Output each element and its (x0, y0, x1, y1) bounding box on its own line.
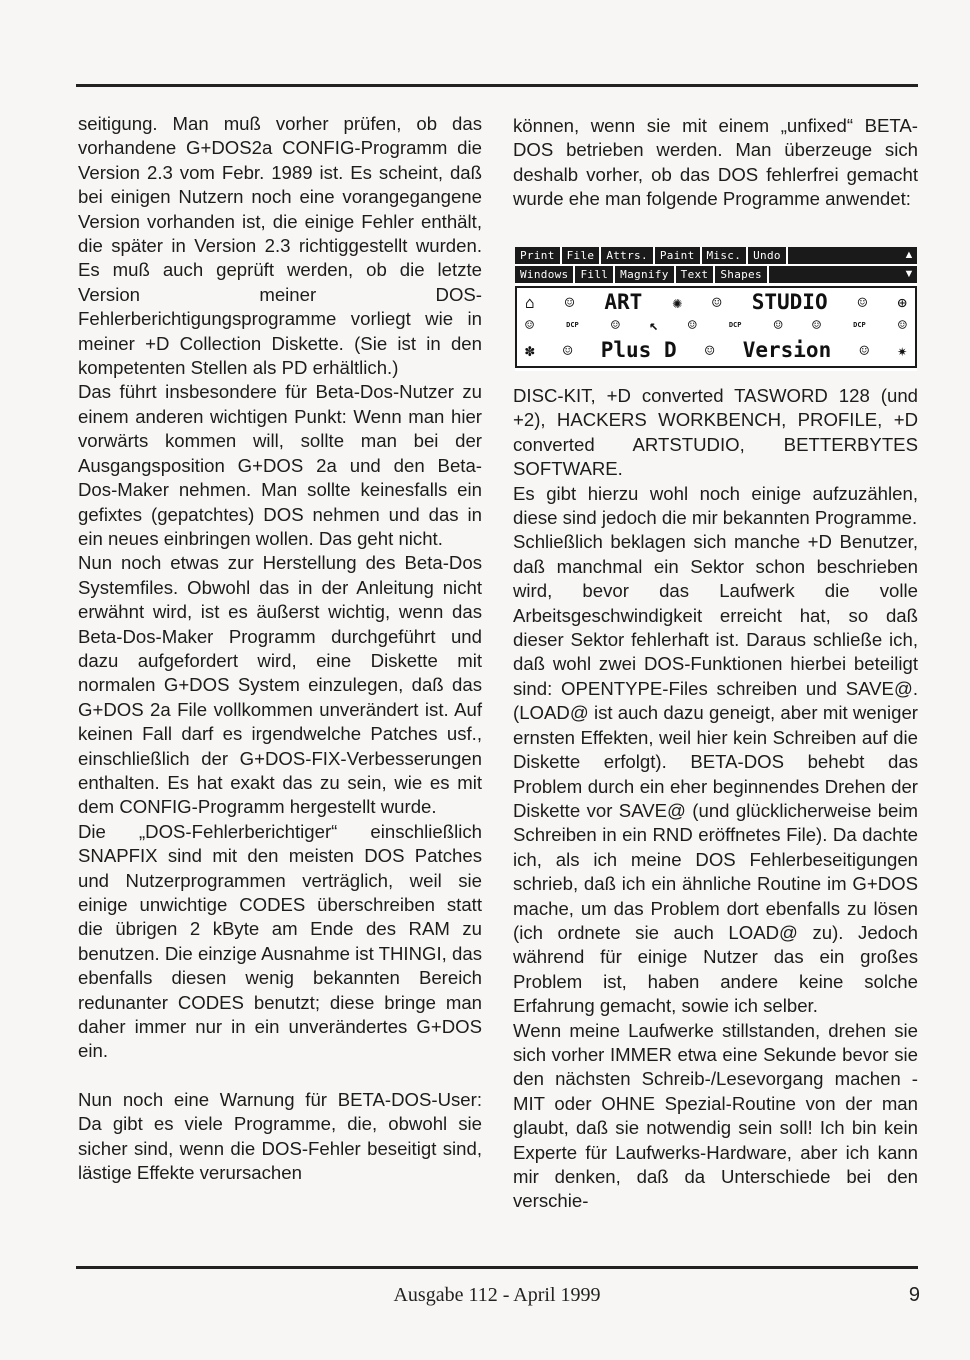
paragraph: seitigung. Man muß vorher prüfen, ob das vorhandene G+DOS2a CONFIG-Programm die Version 2.3 vom Febr. 1989 ist. Es scheint, daß bei einigen Nutzern noch eine vorangegangene Version vorhanden ist, die einige Fehler enthält, die später in Version 2.3 richtiggestellt wurden. Es muß auch geprüft werden, ob die letzte Version meiner DOS-Fehlerberichtigungsprogramme vorliegt wie in meiner +D Collection Diskette. (Sie ist in den kompetenten Stellen als PD erhältlich.) (78, 113, 482, 379)
menu-item-fill: Fill (575, 266, 615, 283)
smiley-icon: ☺ (712, 292, 722, 312)
title-panel (515, 286, 917, 368)
paragraph: Nun noch etwas zur Herstellung des Beta-Dos Systemfiles. Obwohl das in der Anleitung nicht erwähnt wird, ist es äußerst wichtig, wenn das Beta-Dos-Maker Programm durchgeführt und dazu aufgefordert wird, eine Diskette mit normalen G+DOS System einzulegen, daß das G+DOS 2a File vollkommen unverändert ist. Auf keinen Fall darf es irgendwelche Patches usf., einschließlich der G+DOS-FIX-Verbesserungen enthalten. Es hat exakt das zu sein, wie es mit dem CONFIG-Programm hergestellt wurde. (78, 552, 482, 818)
cursor-icon: ↖ (649, 316, 659, 334)
arrow-up-icon: ▲ (903, 249, 915, 261)
smiley-icon: ☺ (812, 316, 822, 334)
smiley-icon: ☺ (857, 292, 868, 312)
smiley-icon: ☺ (525, 316, 535, 334)
paragraph: Schließlich beklagen sich manche +D Benutzer, daß manchmal ein Sektor schon beschrieben wird, bevor das Laufwerk die volle Arbeitsgeschwindigkeit erreicht hat, so daß dieser Sektor fehlerhaft ist. Daraus schließe ich, daß wohl zwei DOS-Funktionen hierbei beteiligt sind: OPENTYPE-Files schreiben und SAVE@. (LOAD@ ist auch dazu geneigt, aber mit weniger ernsten Effekten, weil hier kein Schreiben auf die Diskette erfolgt). BETA-DOS behebt das Problem durch ein eher beginnendes Drehen der Diskette vor SAVE@ (und glücklicherweise beim Schreiben in ein RND eröffnetes File). Da dachte ich, als ich meine DOS Fehlerbeseitigungen schrieb, daß ich ein ähnliche Routine im G+DOS mache, um das Problem dort ebenfalls zu lösen (ich ordnete sie auch LOAD@ zu). Jedoch während für einige Nutzer das ein großes Problem ist, haben andere keine solche Erfahrung gemacht, sowie ich selber. (513, 531, 918, 1017)
menu-item-attrs: Attrs. (601, 247, 655, 264)
header-rule (76, 84, 918, 87)
smiley-icon: ☺ (687, 316, 697, 334)
paragraph: Die „DOS-Fehlerberichtiger“ einschließlich SNAPFIX sind mit den meisten DOS Patches und Nutzerprogrammen verträglich, weil sie einige unwichtige CODES überschreiben statt die übrigen 2 kByte am Ende des RAM zu benutzen. Die einzige Ausnahme ist THINGI, das ebenfalls diesen wenig bekannten Bereich redunanter CODES benutzt; diese bringe man daher immer nur in ein unverändertes G+DOS ein. (78, 820, 482, 1062)
page-number: 9 (908, 1284, 920, 1306)
menu-item-text: Text (676, 266, 716, 283)
smiley-icon: ☺ (610, 316, 620, 334)
paragraph: können, wenn sie mit einem „unfixed“ BETA-DOS betrieben werden. Man überzeuge sich deshalb vorher, ob das DOS fehlerfrei gemacht wurde ehe man folgende Programme anwendet: (513, 115, 918, 210)
title-plus-d: Plus D (600, 338, 677, 362)
menu-item-misc: Misc. (702, 247, 749, 264)
right-column-bottom (513, 384, 918, 1214)
paragraph: DISC-KIT, +D converted TASWORD 128 (und +2), HACKERS WORKBENCH, PROFILE, +D converted ARTSTUDIO, BETTERBYTES SOFTWARE. (513, 385, 918, 480)
dcp-label: DCP (853, 320, 866, 329)
house-icon: ⌂ (525, 292, 535, 312)
paragraph: Es gibt hierzu wohl noch einige aufzuzählen, diese sind jedoch die mir bekannten Programme. (513, 482, 918, 529)
smiley-icon: ☺ (562, 340, 573, 360)
menu-item-print: Print (515, 247, 562, 264)
globe-icon: ⊕ (897, 292, 907, 312)
title-line-2 (525, 316, 907, 334)
menu-item-paint: Paint (655, 247, 702, 264)
splash-icon: ✺ (672, 292, 682, 312)
splat-icon: ✽ (525, 340, 535, 360)
paragraph: Wenn meine Laufwerke stillstanden, drehen sie sich vorher IMMER etwa eine Sekunde bevor sie den nächsten Schreib-/Lesevorgang machen - MIT oder OHNE Spezial-Routine von der man glaubt, daß sie notwendig sein soll! Ich bin kein Experte für Laufwerks-Hardware, aber ich kann mir denken, daß da Unterschiede bei den verschie- (513, 1019, 918, 1212)
left-column (78, 112, 482, 1185)
smiley-icon: ☺ (859, 340, 870, 360)
issue-line: Ausgabe 112 - April 1999 (393, 1284, 601, 1306)
menu-item-file: File (562, 247, 602, 264)
paragraph: Das führt insbesondere für Beta-Dos-Nutzer zu einem anderen wichtigen Punkt: Wenn man hier vorwärts kommen will, sollte man bei der Ausgangsposition G+DOS 2a und den Beta-Dos-Maker nehmen. Man sollte keinesfalls ein gefixtes (gepatchtes) DOS nehmen und das in ein neues einbringen wollen. Das geht nicht. (78, 381, 482, 549)
menu-item-windows: Windows (515, 266, 575, 283)
menu-bar-row-2 (515, 266, 917, 283)
footer-rule (76, 1266, 918, 1269)
menu-item-undo: Undo (748, 247, 788, 264)
arrow-down-icon: ▼ (903, 268, 915, 280)
title-version: Version (742, 338, 832, 362)
artstudio-screenshot (515, 247, 917, 371)
dcp-label: DCP (566, 320, 579, 329)
right-column-top (513, 114, 918, 212)
smiley-icon: ☺ (773, 316, 783, 334)
title-line-3 (525, 338, 907, 362)
menu-item-magnify: Magnify (615, 266, 675, 283)
starburst-icon: ✷ (897, 340, 907, 360)
smiley-icon: ☺ (564, 292, 575, 312)
title-art: ART (604, 290, 643, 314)
menu-bar-row-1 (515, 247, 917, 264)
menu-item-shapes: Shapes (715, 266, 769, 283)
dcp-label: DCP (728, 320, 742, 329)
paragraph: Nun noch eine Warnung für BETA-DOS-User: Da gibt es viele Programme, die, obwohl sie sicher sind, wenn die DOS-Fehler beseitigt sind, lästige Effekte verursachen (78, 1088, 482, 1184)
smiley-icon: ☺ (704, 340, 715, 360)
smiley-icon: ☺ (897, 316, 907, 334)
title-studio: STUDIO (751, 290, 828, 314)
title-line-1 (525, 290, 907, 314)
